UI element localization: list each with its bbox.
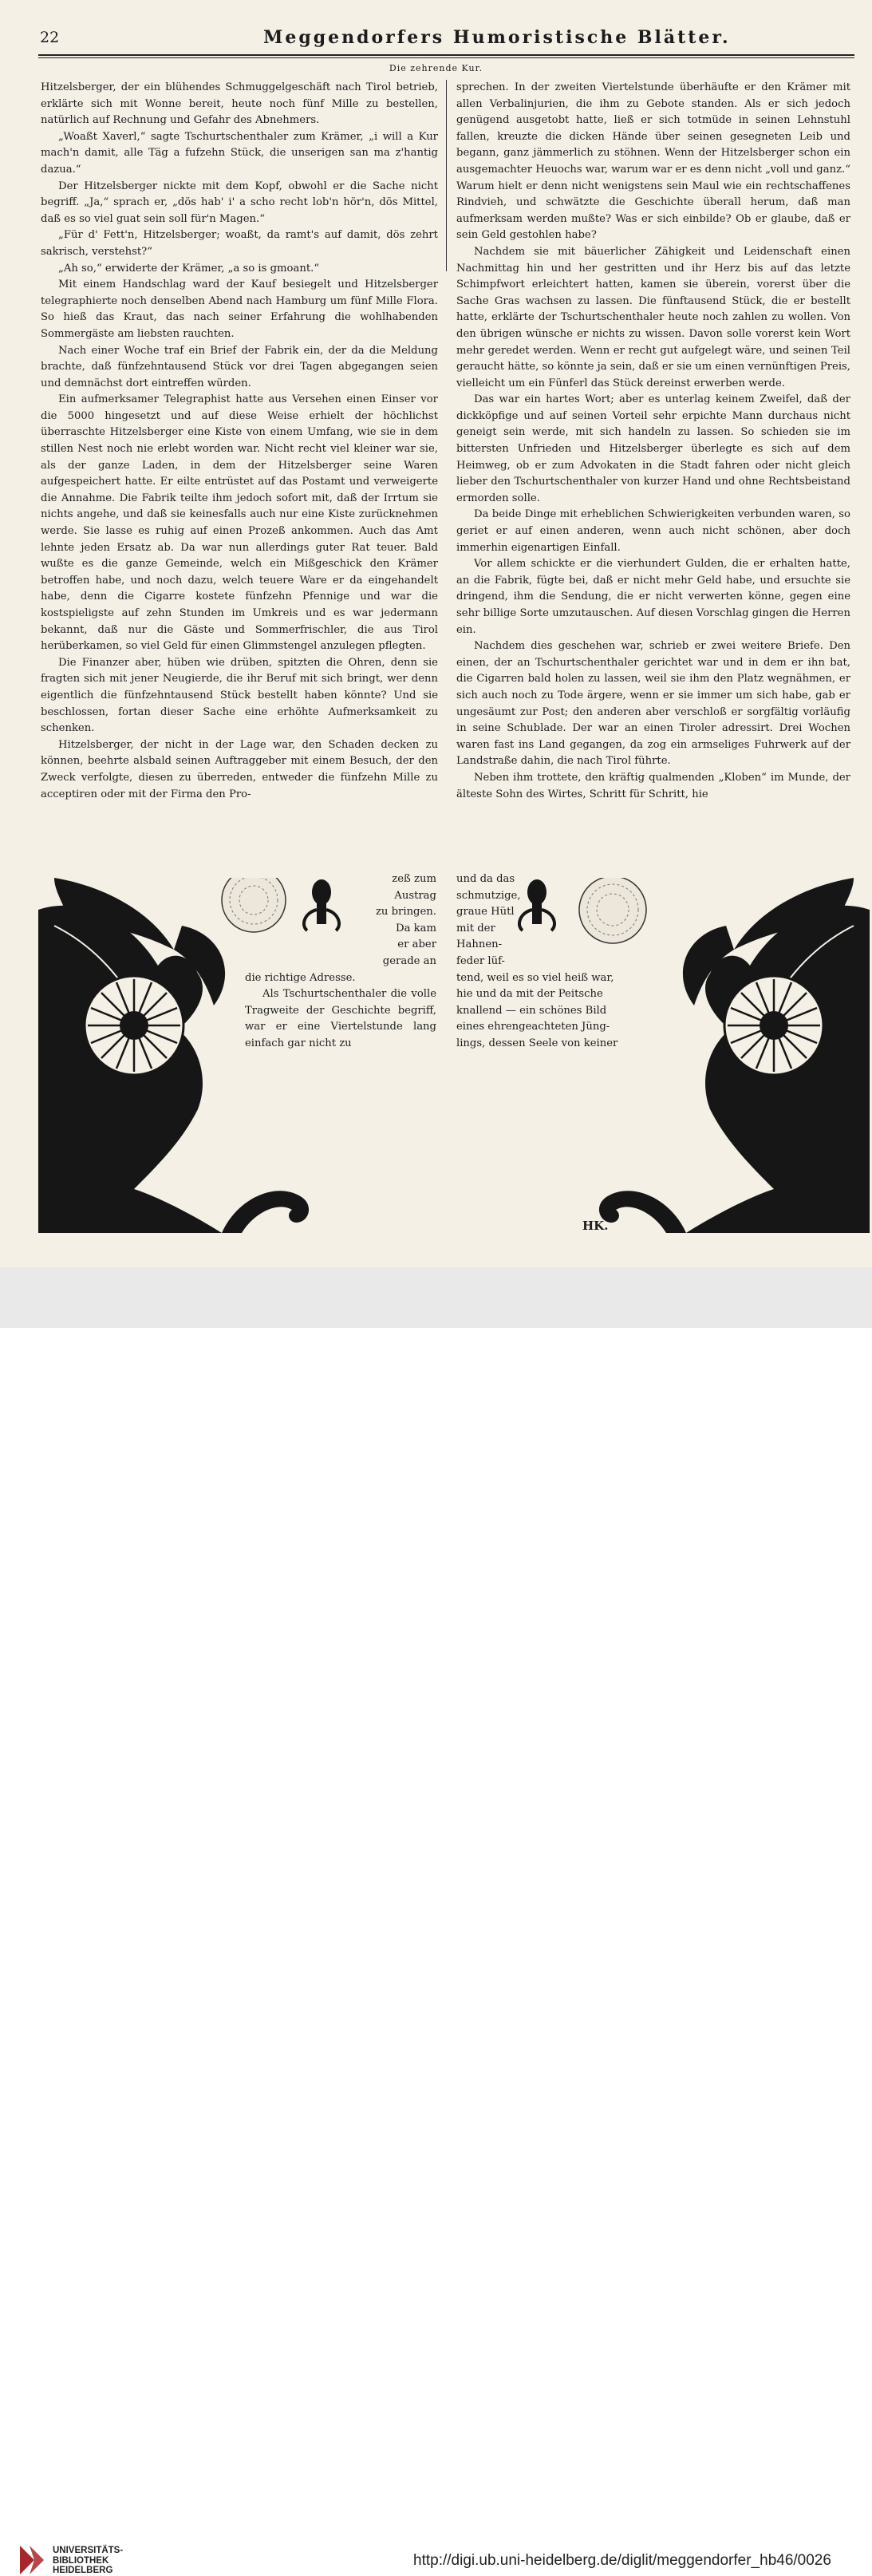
paragraph: „Woaßt Xaverl,“ sagte Tschurtschenthaler zum Krämer, „i will a Kur mach'n damit, alle Täg a fufzehn Stück, die unserigen san ma z'hantig dazua.“ — [41, 130, 438, 176]
stem-curl-left — [222, 1191, 309, 1233]
page-title: Meggendorfers Humoristische Blätter. — [263, 27, 731, 48]
left-column — [41, 80, 438, 803]
paragraph: die richtige Adresse. — [245, 971, 356, 984]
text-line: Austrag — [394, 889, 436, 902]
text-line: mit der — [456, 922, 495, 934]
paragraph: Neben ihm trottete, den kräftig qualmenden „Kloben“ im Munde, der älteste Sohn des Wirtes, Schritt für Schritt, hie — [456, 771, 850, 800]
text-line: lings, dessen Seele von keiner — [456, 1037, 618, 1049]
right-column — [456, 80, 850, 803]
text-line: zeß zum — [392, 873, 436, 885]
text-line: graue Hütl — [456, 906, 515, 919]
scanned-page — [0, 0, 872, 1267]
text-line: schmutzige, — [456, 889, 521, 902]
story-subtitle: Die zehrende Kur. — [389, 63, 483, 73]
text-line: und da das — [456, 873, 515, 885]
text-line: feder lüf- — [456, 954, 506, 967]
paragraph: sprechen. In der zweiten Viertelstunde überhäufte er den Krämer mit allen Verbalinjurien, die ihm zu Gebote standen. Als er sich jedoch genügend ausgetobt hatte, ließ er sich totmüde in seinen Lehnstuhl fallen, kreuzte die dicken Hände über seinen gesegneten Leib und begann, ganz jämmerlich zu stöhnen. Wenn der Hitzelsberger schon ein ausgemachter Heuochs war, warum war er es denn nicht „voll und ganz.“ Warum hielt er denn nicht wenigstens sein Maul wie ein rechtschaffenes Rindvieh, und schwätzte die Geschichte überall herum, daß man aufmerksam werden mußte? Was er sich einbilde? Ob er glaube, daß er sein Geld gestohlen habe? — [456, 81, 850, 242]
page-number: 22 — [40, 29, 60, 46]
text-line: er aber — [397, 938, 436, 951]
paragraph: „Für d' Fett'n, Hitzelsberger; woaßt, da ramt's auf damit, dös zehrt sakrisch, verstehst?“ — [41, 229, 438, 258]
text-line: Hahnen- — [456, 938, 503, 951]
paragraph: „Ah so,“ erwiderte der Krämer, „a so is gmoant.“ — [58, 262, 320, 275]
library-name: UNIVERSITÄTS- BIBLIOTHEK HEIDELBERG — [53, 2546, 124, 2575]
column-divider — [446, 80, 447, 271]
source-url-link[interactable]: http://digi.ub.uni-heidelberg.de/diglit/meggendorfer_hb46/0026 — [413, 2552, 831, 2569]
dandelion-flower-right — [724, 976, 823, 1075]
paragraph: Mit einem Handschlag ward der Kauf besiegelt und Hitzelsberger telegraphierte noch denselben Abend nach Hamburg um fünf Mille Flora. So hieß das Kraut, das nach seiner Erfahrung die wohlhabenden Sommergäste am liebsten rauchten. — [41, 279, 438, 340]
dandelion-ornament — [38, 878, 870, 1237]
stem-curl-right — [599, 1191, 686, 1233]
paragraph: Hitzelsberger, der ein blühendes Schmuggelgeschäft nach Tirol betrieb, erklärte sich mit Wonne bereit, heute noch fünf Mille zu bestellen, natürlich auf Rechnung und Gefahr des Abnehmers. — [41, 81, 438, 127]
paragraph: Die Finanzer aber, hüben wie drüben, spitzten die Ohren, denn sie fragten sich mit jener Neugierde, die ihr Beruf mit sich bringt, wer denn eigentlich die fünfzehntausend Stück bestellt haben könnte? Und sie beschlossen, fortan dieser Sache eine erhöhte Aufmerksamkeit zu schenken. — [41, 656, 438, 735]
paragraph: Als Tschurtschenthaler die volle Tragweite der Geschichte begriff, war er eine Viertelstunde lang einfach gar nicht zu — [245, 988, 436, 1049]
paragraph: Das war ein hartes Wort; aber es unterlag keinem Zweifel, daß der dickköpfige und auf seinen Vorteil sehr erpichte Mann durchaus nicht geneigt sein werde, mit sich handeln zu lassen. So schieden sie im bittersten Unfrieden und Hitzelsberger überlegte es sich auf dem Heimweg, ob er zum Advokaten in die Stadt fahren oder nicht gleich lieber den Tschurtschenthaler von kurzer Hand und ohne Rechtsbeistand ermorden solle. — [456, 393, 850, 504]
paragraph: Vor allem schickte er die vierhundert Gulden, die er erhalten hatte, an die Fabrik, fügte bei, daß er nicht mehr Geld habe, und ersuchte sie dringend, ihm die Sendung, die er nicht verwerten könne, gegen eine sehr billige Sorte umzutauschen. Auf diesen Vorschlag gingen die Herren ein. — [456, 558, 850, 636]
text-line: Da kam — [396, 922, 436, 934]
left-narrow-text — [245, 873, 436, 1053]
text-line: gerade an — [382, 954, 436, 967]
text-line: zu bringen. — [375, 906, 436, 919]
paragraph: Da beide Dinge mit erheblichen Schwierigkeiten verbunden waren, so geriet er auf einen anderen, wenn auch nicht schönen, aber doch immerhin eigenartigen Einfall. — [456, 508, 850, 554]
artist-signature: HK. — [582, 1219, 609, 1233]
paragraph: Der Hitzelsberger nickte mit dem Kopf, obwohl er die Sache nicht begriff. „Ja,“ sprach er, „dös hab' i' a scho recht lob'n hör'n, dös Mittel, daß es so viel guat sein soll für'n Magen.“ — [41, 180, 438, 225]
footer-bar — [0, 1267, 872, 2575]
paragraph: Hitzelsberger, der nicht in der Lage war, den Schaden decken zu können, beehrte alsbald seinen Auftraggeber mit einem Besuch, der den Zweck verfolgte, diesen zu überreden, entweder die fünfzehn Mille zu acceptiren oder mit der Firma den Pro- — [41, 738, 438, 800]
text-line: knallend — ein schönes Bild — [456, 1004, 607, 1017]
right-narrow-text — [456, 873, 648, 1053]
text-line: tend, weil es so viel heiß war, — [456, 971, 614, 984]
paragraph: Ein aufmerksamer Telegraphist hatte aus Versehen einen Einser vor die 5000 hingesetzt und auf diese Weise erhielt der höchlichst überraschte Hitzelsberger eine Kiste von einem Umfang, wie sie in dem stillen Nest noch nie erlebt worden war. Nicht recht viel kleiner war sie, als der ganze Laden, in dem der Hitzelsberger seine Waren aufgespeichert hatte. Er eilte entrüstet auf das Postamt und verweigerte die Annahme. Die Fabrik teilte ihm jedoch sofort mit, daß der Irrtum sie nichts angehe, und daß sie keinesfalls auch nur eine Kiste zurücknehmen werde. Sie lasse es ruhig auf einen Prozeß ankommen. Auch das Amt lehnte jeden Ersatz ab. Da war nun allerdings guter Rat teuer. Bald wußte es die ganze Gemeinde, welch ein Mißgeschick den Krämer betroffen habe, und noch dazu, welch teuere Ware er da eingehandelt habe, denn die Cigarre kostete fünfzehn Pfennige und war die kostspieligste auf zehn Stunden im Umkreis und es war jedermann bekannt, daß nur die Gäste und Sommerfrischler, die aus Tirol herüberkamen, so viel Geld für einen Glimmstengel anzulegen pflegten. — [41, 393, 438, 653]
paragraph: Nach einer Woche traf ein Brief der Fabrik ein, der da die Meldung brachte, daß fünfzehntausend Stück vor drei Tagen abgegangen seien und demnächst dort eintreffen würden. — [41, 344, 438, 389]
text-line: hie und da mit der Peitsche — [456, 988, 603, 1001]
header-rule — [38, 54, 854, 56]
paragraph: Nachdem sie mit bäuerlicher Zähigkeit und Leidenschaft einen Nachmittag hin und her gestritten und ihr Herz bis auf das letzte Schimpfwort erleichtert hatten, kamen sie überein, vorerst über die Sache Gras wachsen zu lassen. Die fünftausend Stück, die er bestellt hatte, erklärte der Tschurtschenthaler heute noch zahlen zu wollen. Von den übrigen wünsche er nichts zu wissen. Davon solle vorerst kein Wort mehr geredet werden. Wenn er recht gut aufgelegt wäre, und seinen Teil geraucht hätte, so könnte ja sein, daß er sie um einen vernünftigen Preis, vielleicht um ein Fünferl das Stück dereinst erwerben werde. — [456, 245, 850, 389]
dandelion-flower-left — [85, 976, 183, 1075]
paragraph: Nachdem dies geschehen war, schrieb er zwei weitere Briefe. Den einen, der an Tschurtschenthaler gerichtet war und in dem er ihn bat, die Cigarren bald holen zu lassen, weil sie ihm den Platz wegnähmen, er sich auch noch zu Tode ärgere, wenn er sie immer um sich habe, gab er ungesäumt zur Post; den anderen aber verschloß er sorgfältig vorläufig in seine Schublade. Der war an einen Tiroler adressirt. Drei Wochen waren fast ins Land gegangen, da zog ein armseliges Fuhrwerk auf der Landstraße dahin, die nach Tirol führte. — [456, 640, 850, 768]
header-rule-thin — [38, 57, 854, 58]
text-line: eines ehrengeachteten Jüng- — [456, 1021, 610, 1033]
university-logo-icon — [18, 2544, 45, 2576]
